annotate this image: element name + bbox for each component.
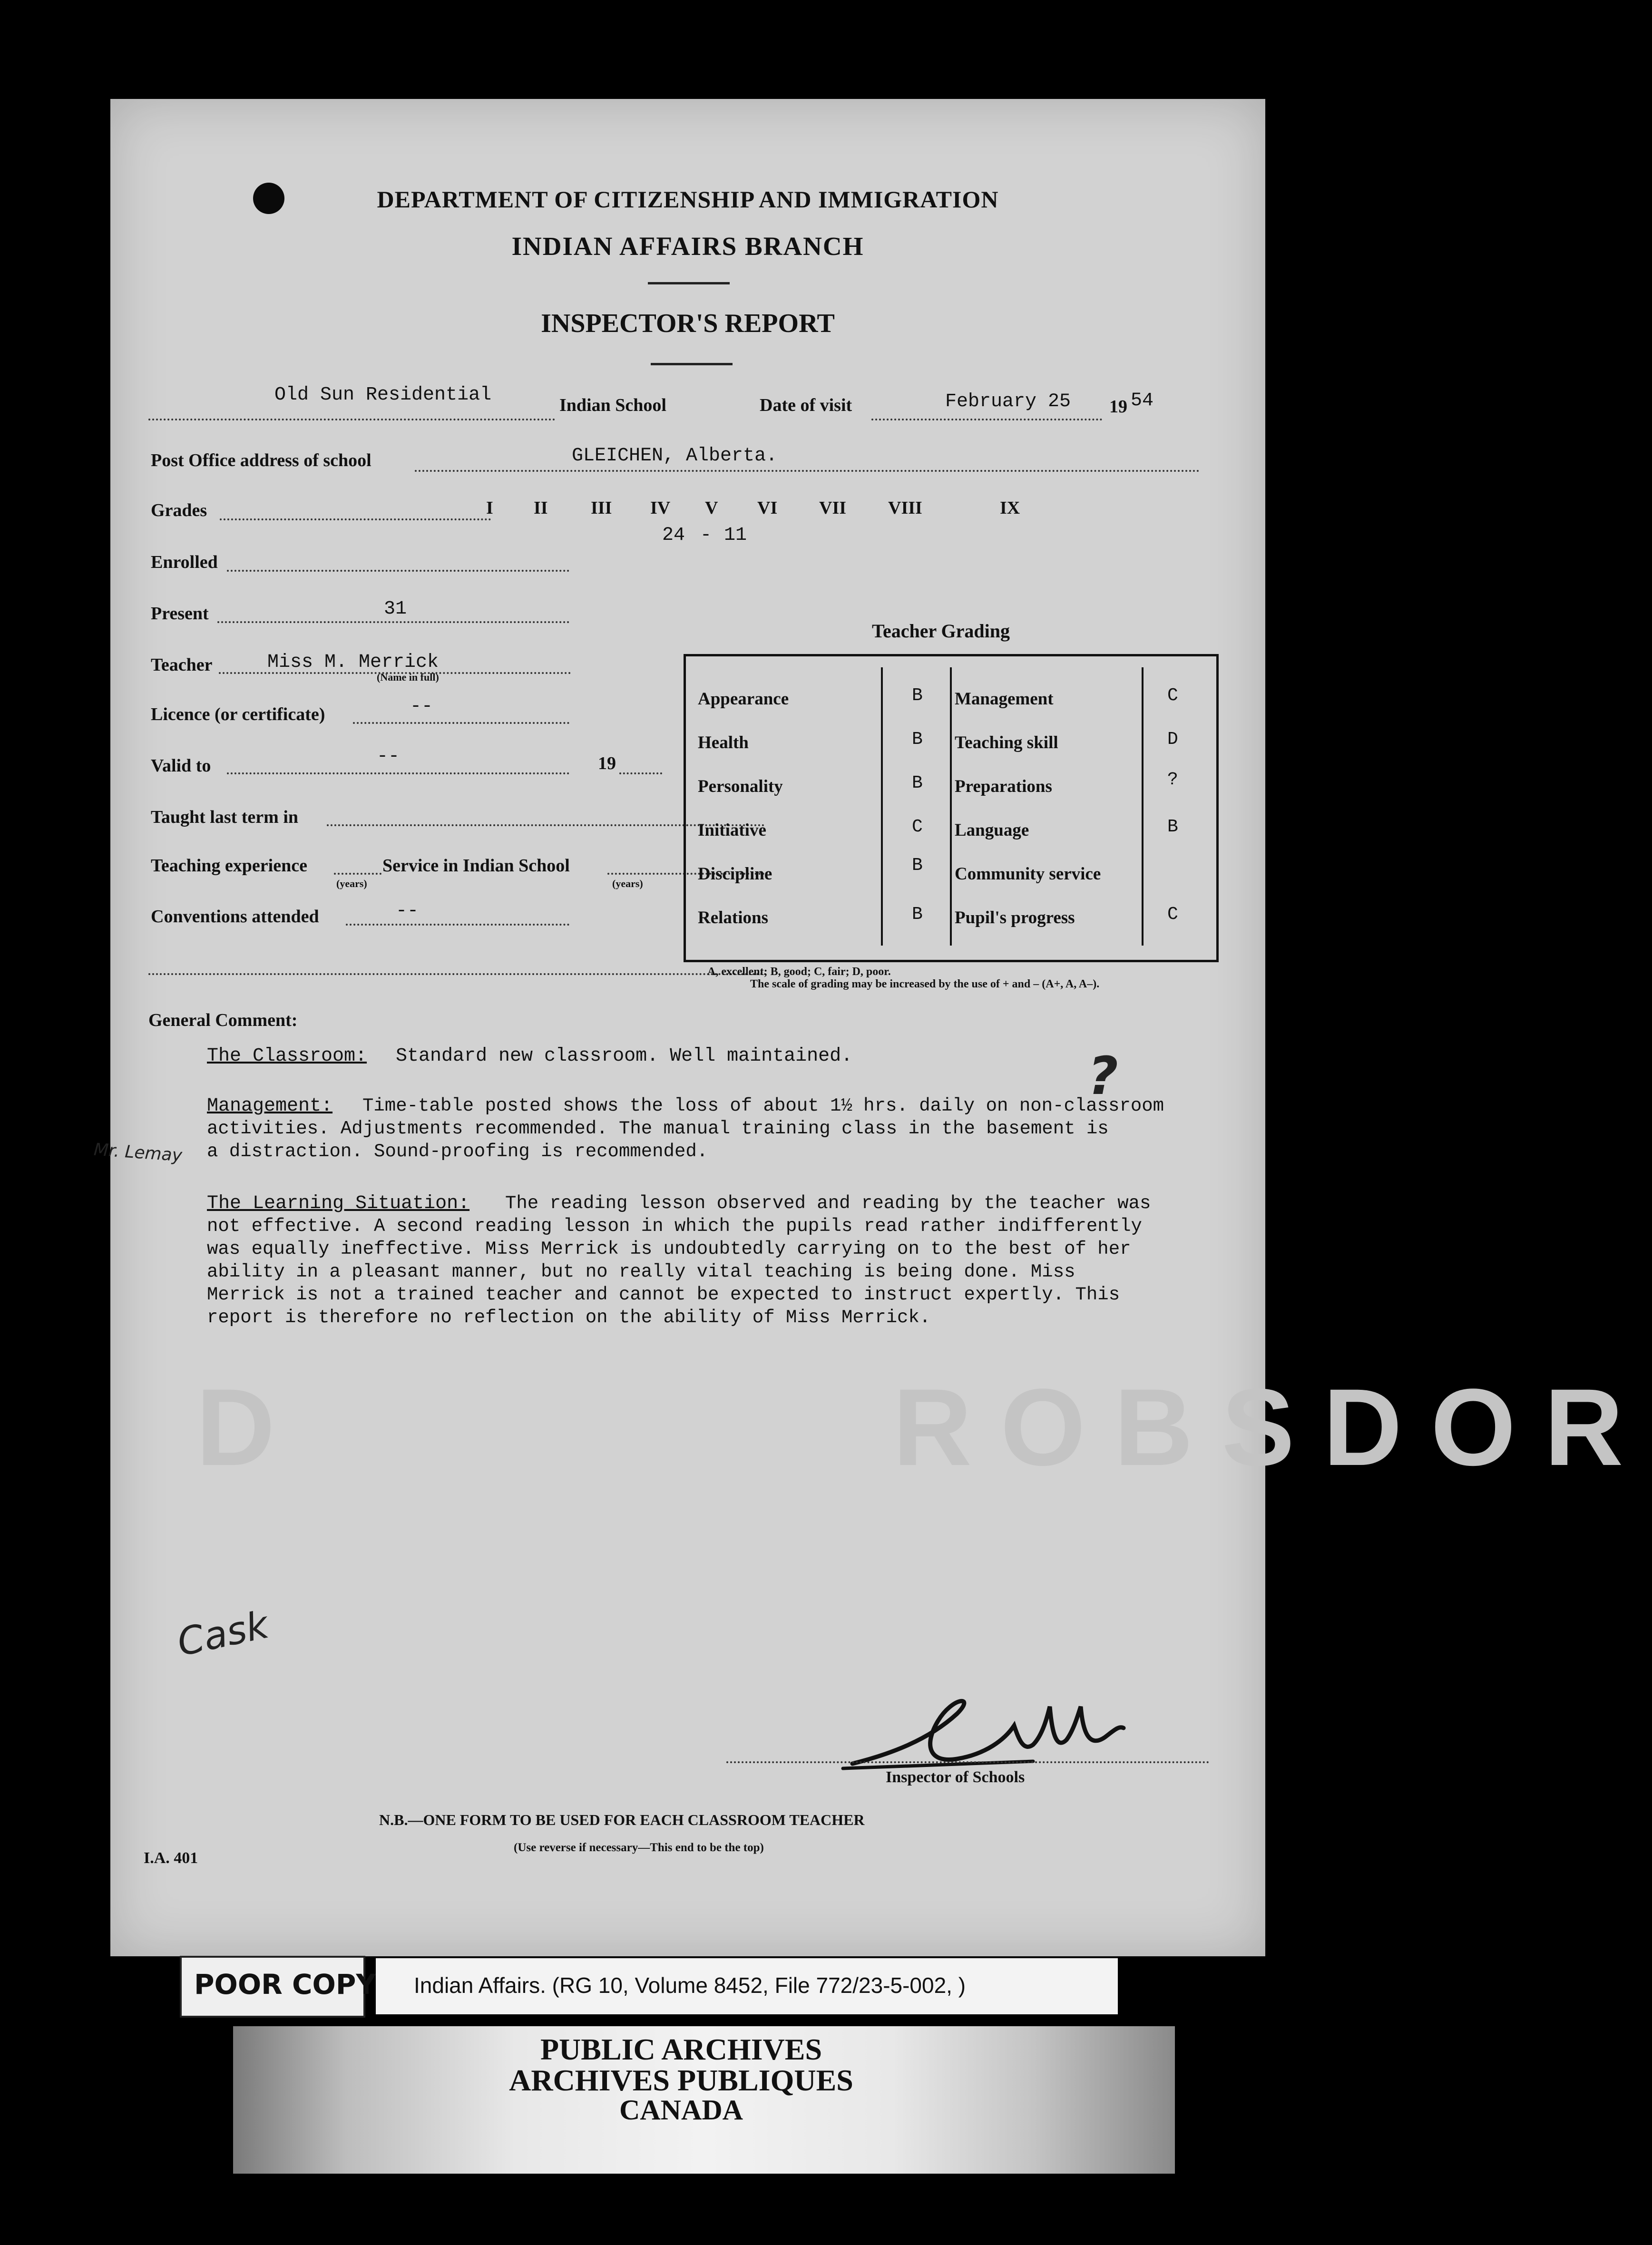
date-of-visit-value: February 25 — [945, 391, 1071, 412]
school-type-label: Indian School — [559, 395, 666, 415]
grade-ix: IX — [1000, 498, 1020, 518]
grading-divider-1 — [881, 667, 883, 946]
teacher-grading-title: Teacher Grading — [872, 620, 1010, 642]
valid-year-line — [619, 772, 662, 774]
grading-management-grade: C — [1167, 685, 1178, 706]
experience-line — [334, 873, 381, 875]
management-line-3: a distraction. Sound-proofing is recommended. — [207, 1141, 708, 1162]
blank-line — [148, 973, 767, 975]
school-name-value: Old Sun Residential — [274, 384, 492, 406]
licence-line — [353, 722, 569, 724]
form-number: I.A. 401 — [144, 1849, 198, 1867]
valid-to-line — [227, 772, 569, 774]
learning-situation-heading: The Learning Situation: — [207, 1193, 470, 1214]
archive-stamp-line-3: CANADA — [619, 2094, 743, 2126]
classroom-text: Standard new classroom. Well maintained. — [396, 1045, 853, 1067]
grading-preparations-label: Preparations — [955, 777, 1052, 796]
department-heading: DEPARTMENT OF CITIZENSHIP AND IMMIGRATION — [377, 186, 999, 213]
year-value: 54 — [1131, 390, 1154, 411]
grade-v: V — [705, 498, 718, 518]
signature-line — [726, 1761, 1209, 1763]
grading-health-grade: B — [912, 729, 923, 750]
grade-dash: - — [700, 525, 712, 546]
grading-teaching-skill-label: Teaching skill — [955, 733, 1058, 752]
school-name-line — [148, 419, 555, 420]
learning-line-2: not effective. A second reading lesson in which the pupils read rather indifferently — [207, 1216, 1142, 1237]
learning-line-3: was equally ineffective. Miss Merrick is undoubtedly carrying on to the best of her — [207, 1239, 1131, 1259]
enrolled-line — [227, 570, 569, 572]
grade-vii: VII — [819, 498, 847, 518]
archive-reference: Indian Affairs. (RG 10, Volume 8452, File 772/23-5-002, ) — [414, 1973, 966, 1998]
margin-note-question: ? — [1088, 1045, 1118, 1106]
archive-stamp-line-1: PUBLIC ARCHIVES — [540, 2032, 822, 2066]
grading-management-label: Management — [955, 689, 1054, 709]
nb-note: N.B.—ONE FORM TO BE USED FOR EACH CLASSROOM TEACHER — [379, 1811, 865, 1828]
grade-vi: VI — [757, 498, 778, 518]
grading-preparations-grade: ? — [1167, 770, 1178, 790]
grading-divider-2 — [950, 667, 952, 946]
service-label: Service in Indian School — [382, 856, 570, 876]
year-prefix: 19 — [1109, 397, 1127, 417]
grading-appearance-label: Appearance — [698, 689, 789, 709]
poor-copy-text: POOR COPY — [194, 1968, 376, 2001]
margin-note-name: Mr. Lemay — [93, 1140, 183, 1166]
grade-i: I — [486, 498, 493, 518]
conventions-value: -- — [396, 900, 419, 922]
grades-line — [220, 518, 491, 520]
present-line — [217, 621, 569, 623]
post-office-label: Post Office address of school — [151, 450, 371, 470]
post-office-line — [415, 470, 1200, 472]
margin-note-cask: Cask — [173, 1602, 273, 1665]
valid-year: 19 — [598, 753, 616, 773]
grading-discipline-grade: B — [912, 855, 923, 876]
bleed-through-text: D ROBSDOR — [196, 1366, 1652, 1488]
grading-scale-key: A, excellent; B, good; C, fair; D, poor. — [707, 966, 891, 978]
grading-personality-grade: B — [912, 773, 923, 793]
licence-value: -- — [410, 696, 433, 717]
grading-language-label: Language — [955, 820, 1029, 840]
grade-ii: II — [534, 498, 548, 518]
present-label: Present — [151, 604, 209, 624]
date-of-visit-label: Date of visit — [760, 395, 852, 415]
classroom-heading: The Classroom: — [207, 1045, 367, 1067]
learning-line-6: report is therefore no reflection on the ability of Miss Merrick. — [207, 1307, 931, 1328]
taught-last-term-label: Taught last term in — [151, 807, 299, 827]
teacher-value: Miss M. Merrick — [267, 652, 439, 673]
grading-relations-grade: B — [912, 904, 923, 925]
licence-label: Licence (or certificate) — [151, 704, 325, 724]
reverse-note: (Use reverse if necessary—This end to be the top) — [514, 1841, 764, 1854]
valid-to-value: -- — [377, 746, 400, 767]
title-divider — [651, 363, 733, 365]
inspector-of-schools-label: Inspector of Schools — [886, 1768, 1025, 1786]
grade-viii: VIII — [888, 498, 922, 518]
grading-health-label: Health — [698, 733, 749, 752]
grading-relations-label: Relations — [698, 908, 768, 927]
grading-community-service-label: Community service — [955, 864, 1101, 884]
grading-initiative-grade: C — [912, 817, 923, 837]
grading-pupils-progress-grade: C — [1167, 904, 1178, 925]
teacher-label: Teacher — [151, 655, 213, 675]
grading-personality-label: Personality — [698, 777, 783, 796]
service-years: (years) — [612, 878, 643, 889]
grade-v-count: 11 — [724, 525, 747, 546]
conventions-line — [346, 924, 569, 926]
post-office-value: GLEICHEN, Alberta. — [572, 445, 778, 467]
grade-iii: III — [591, 498, 612, 518]
experience-years: (years) — [336, 878, 367, 889]
management-heading: Management: — [207, 1095, 333, 1117]
teaching-experience-label: Teaching experience — [151, 856, 307, 876]
conventions-label: Conventions attended — [151, 907, 319, 927]
valid-to-label: Valid to — [151, 756, 211, 776]
grade-iv-count: 24 — [662, 525, 685, 546]
grades-label: Grades — [151, 500, 207, 520]
learning-line-4: ability in a pleasant manner, but no really vital teaching is being done. Miss — [207, 1261, 1075, 1282]
branch-heading: INDIAN AFFAIRS BRANCH — [511, 232, 864, 261]
enrolled-label: Enrolled — [151, 552, 218, 572]
grade-iv: IV — [650, 498, 671, 518]
grading-pupils-progress-label: Pupil's progress — [955, 908, 1075, 927]
header-divider — [648, 282, 730, 284]
grading-divider-3 — [1142, 667, 1144, 946]
archive-stamp-line-2: ARCHIVES PUBLIQUES — [509, 2063, 853, 2097]
grading-discipline-label: Discipline — [698, 864, 772, 884]
grading-language-grade: B — [1167, 817, 1178, 837]
learning-line-5: Merrick is not a trained teacher and cannot be expected to instruct expertly. This — [207, 1284, 1120, 1305]
learning-line-1: The reading lesson observed and reading by the teacher was — [505, 1193, 1151, 1214]
grading-initiative-label: Initiative — [698, 820, 766, 840]
grading-appearance-grade: B — [912, 685, 923, 706]
report-sheet — [93, 99, 1652, 1956]
present-value: 31 — [384, 598, 407, 620]
grading-scale-note: The scale of grading may be increased by the use of + and – (A+, A, A–). — [750, 978, 1100, 990]
report-title: INSPECTOR'S REPORT — [541, 309, 835, 338]
general-comment-label: General Comment: — [148, 1010, 298, 1030]
management-line-1: Time-table posted shows the loss of about 1½ hrs. daily on non-classroom — [362, 1095, 1164, 1116]
management-line-2: activities. Adjustments recommended. The manual training class in the basement is — [207, 1118, 1109, 1139]
name-in-full-note: (Name in full) — [377, 671, 439, 683]
grading-teaching-skill-grade: D — [1167, 729, 1178, 750]
date-line — [871, 419, 1102, 420]
